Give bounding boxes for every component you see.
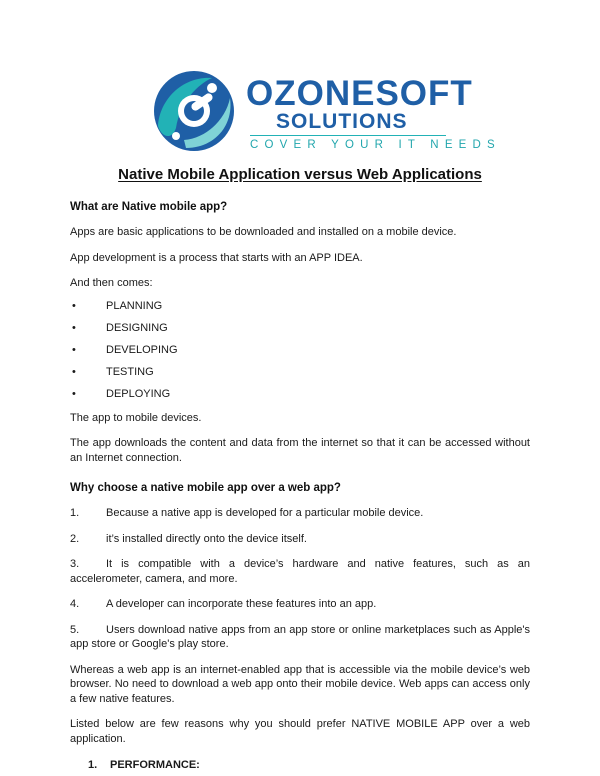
paragraph: The app to mobile devices. [70,411,202,424]
bullet-mark: • [72,299,76,312]
paragraph: Apps are basic applications to be downloaded and installed on a mobile device. [70,226,457,238]
bullet-mark: • [72,387,76,400]
company-logo [0,0,600,150]
list-item-text: DEVELOPING [106,343,178,356]
list-item [70,295,530,317]
list-item-text: PLANNING [106,299,163,312]
paragraph: Listed below are few reasons why you should prefer NATIVE MOBILE APP over a web application. [70,718,530,745]
list-item [70,361,530,383]
item-text: Because a native app is developed for a particular mobile device. [106,507,424,519]
list-item-text: PERFORMANCE: [110,759,200,771]
numbered-item [70,532,530,547]
item-text: A developer can incorporate these features into an app. [106,598,377,610]
section-heading-native-app: What are Native mobile app? [70,201,228,213]
item-number: 5. [70,623,80,636]
brand-divider [250,135,446,136]
numbered-item [70,597,530,612]
section-heading-why-native: Why choose a native mobile app over a web app? [70,482,341,494]
numbered-item [70,506,530,521]
paragraph: App development is a process that starts with an APP IDEA. [70,251,363,264]
paragraph: And then comes: [70,277,153,289]
paragraph: The app downloads the content and data from the internet so that it can be accessed without an Internet connection. [70,437,530,464]
document-title: Native Mobile Application versus Web Applications [118,166,482,183]
list-item [70,383,530,405]
bullet-mark: • [72,365,76,378]
item-number: 1. [70,507,80,519]
item-text: Users download native apps from an app store or online marketplaces such as Apple's app store or Google's play store. [70,623,530,650]
list-item [70,317,530,339]
list-item-text: DESIGNING [106,321,168,334]
numbered-item [70,557,530,586]
reasons-list [70,758,530,773]
item-number: 3. [70,558,80,570]
list-item-text: DEPLOYING [106,387,171,400]
item-text: it’s installed directly onto the device itself. [106,532,307,545]
numbered-item [70,623,530,652]
paragraph: Whereas a web app is an internet-enabled app that is accessible via the mobile device’s web browser. No need to download a web app onto their mobile device. Web apps can access only a few native features. [70,663,530,705]
item-number: 1. [88,759,98,771]
item-number: 2. [70,532,80,545]
brand-tagline: COVER YOUR IT NEEDS [250,139,501,151]
process-steps-list [70,295,530,405]
item-number: 4. [70,598,80,610]
bullet-mark: • [72,343,76,356]
list-item-text: TESTING [106,365,154,378]
item-text: It is compatible with a device’s hardware and native features, such as an accelerometer, camera, and more. [70,558,530,585]
brand-name: OZONESOFT [246,74,473,113]
ozonesoft-logo-icon [150,68,238,154]
bullet-mark: • [72,321,76,334]
brand-subname: SOLUTIONS [276,110,408,133]
list-item [70,339,530,361]
list-item [70,758,530,773]
